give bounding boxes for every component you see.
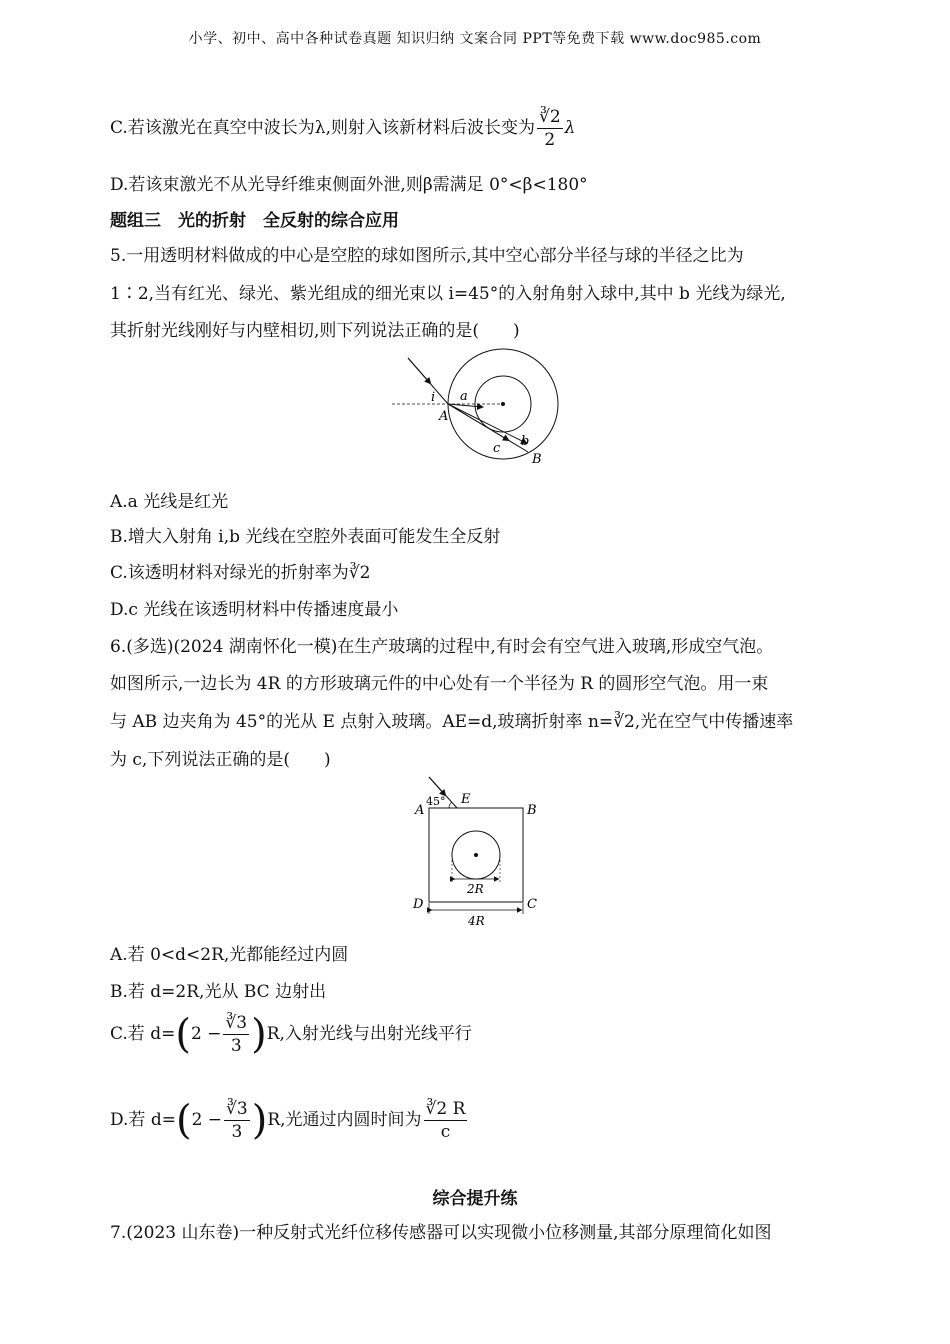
q5-label-a: a	[460, 389, 468, 404]
q6-option-d-time-denominator: c	[440, 1122, 451, 1142]
q6-option-c-numerator: ∛3	[225, 1013, 248, 1033]
q6-option-d-fraction	[224, 1098, 250, 1143]
q4-option-c-numerator: ∛2	[538, 107, 561, 127]
q6-label-D: D	[413, 897, 424, 912]
q6-stem-line4: 为 c,下列说法正确的是( )	[110, 750, 331, 770]
q6-option-c-fraction	[223, 1012, 249, 1057]
q6-option-b: B.若 d=2R,光从 BC 边射出	[110, 982, 327, 1002]
q6-label-angle: 45°	[426, 795, 446, 808]
q6-label-A: A	[415, 803, 425, 818]
q6-option-c-paren-left: (	[175, 1011, 191, 1058]
q5-label-b: b	[521, 434, 530, 449]
q5-option-a: A.a 光线是红光	[110, 492, 229, 512]
q6-stem-line1: 6.(多选)(2024 湖南怀化一模)在生产玻璃的过程中,有时会有空气进入玻璃,形成空气泡。	[110, 637, 774, 657]
q6-stem-line2: 如图所示,一边长为 4R 的方形玻璃元件的中心处有一个半径为 R 的圆形空气泡。用一束	[110, 674, 769, 694]
q5-option-c: C.该透明材料对绿光的折射率为∛2	[110, 563, 371, 583]
q6-option-c-two-minus: 2 −	[190, 1024, 222, 1044]
q6-option-d-denominator: 3	[231, 1122, 243, 1142]
q6-option-d-paren-right: )	[251, 1097, 268, 1144]
q6-option-c-paren-right: )	[251, 1011, 267, 1058]
q6-stem-line3: 与 AB 边夹角为 45°的光从 E 点射入玻璃。AE=d,玻璃折射率 n=∛2,光在空气中传播速率	[110, 712, 794, 732]
q6-option-d-numerator: ∛3	[226, 1099, 248, 1119]
q4-option-c	[110, 106, 575, 151]
q5-option-b: B.增大入射角 i,b 光线在空腔外表面可能发生全反射	[110, 527, 501, 547]
q6-angle-arc	[449, 802, 452, 808]
q5-incident-arrow	[408, 358, 430, 383]
section-title: 综合提升练	[432, 1189, 518, 1209]
q6-option-d-two-minus: 2 −	[191, 1110, 223, 1130]
q5-stem-line2: 1∶2,当有红光、绿光、紫光组成的细光束以 i=45°的入射角射入球中,其中 b 光线为绿光,	[110, 284, 786, 304]
q6-incident-arrow	[429, 777, 445, 795]
q5-label-A: A	[439, 409, 449, 424]
group3-title: 题组三 光的折射 全反射的综合应用	[110, 211, 399, 231]
q5-center-dot	[501, 402, 505, 406]
q6-label-4R: 4R	[468, 914, 485, 928]
q6-option-d-mid: R,光通过内圆时间为	[267, 1110, 422, 1130]
q6-option-d-prefix: D.若 d=	[110, 1110, 176, 1130]
q6-option-c-prefix: C.若 d=	[110, 1024, 176, 1044]
q6-label-C: C	[527, 897, 537, 912]
page-header: 小学、初中、高中各种试卷真题 知识归纳 文案合同 PPT等免费下载 www.doc985.com	[188, 31, 762, 47]
q6-label-B: B	[527, 803, 537, 818]
q4-option-c-fraction	[537, 106, 563, 151]
q6-label-E: E	[461, 792, 471, 807]
q4-option-d: D.若该束激光不从光导纤维束侧面外泄,则β需满足 0°<β<180°	[110, 175, 588, 195]
q5-stem-line3: 其折射光线刚好与内壁相切,则下列说法正确的是( )	[110, 321, 520, 341]
q6-option-c-suffix: R,入射光线与出射光线平行	[266, 1024, 472, 1044]
q6-center-dot	[474, 853, 478, 857]
q6-option-c	[110, 1012, 472, 1057]
q7-stem-line1: 7.(2023 山东卷)一种反射式光纤位移传感器可以实现微小位移测量,其部分原理简化如图	[110, 1223, 772, 1243]
q5-label-c: c	[493, 441, 501, 456]
q6-option-c-denominator: 3	[230, 1036, 242, 1056]
q6-option-d-time-numerator: ∛2 R	[425, 1099, 466, 1119]
q6-option-d-paren-left: (	[175, 1097, 192, 1144]
q6-option-a: A.若 0<d<2R,光都能经过内圆	[110, 945, 349, 965]
q5-option-d: D.c 光线在该透明材料中传播速度最小	[110, 600, 399, 620]
q6-label-2R: 2R	[467, 882, 484, 896]
q6-figure	[405, 772, 555, 930]
q6-option-d	[110, 1098, 469, 1143]
q6-option-d-time-fraction	[424, 1098, 468, 1143]
q5-figure	[380, 345, 580, 470]
q4-option-c-denominator: 2	[544, 130, 556, 150]
q4-option-c-lambda: λ	[564, 118, 576, 138]
q5-label-i: i	[431, 390, 436, 405]
q5-label-B: B	[532, 452, 542, 467]
q4-option-c-text: C.若该激光在真空中波长为λ,则射入该新材料后波长变为	[110, 118, 535, 138]
q5-stem-line1: 5.一用透明材料做成的中心是空腔的球如图所示,其中空心部分半径与球的半径之比为	[110, 246, 744, 266]
